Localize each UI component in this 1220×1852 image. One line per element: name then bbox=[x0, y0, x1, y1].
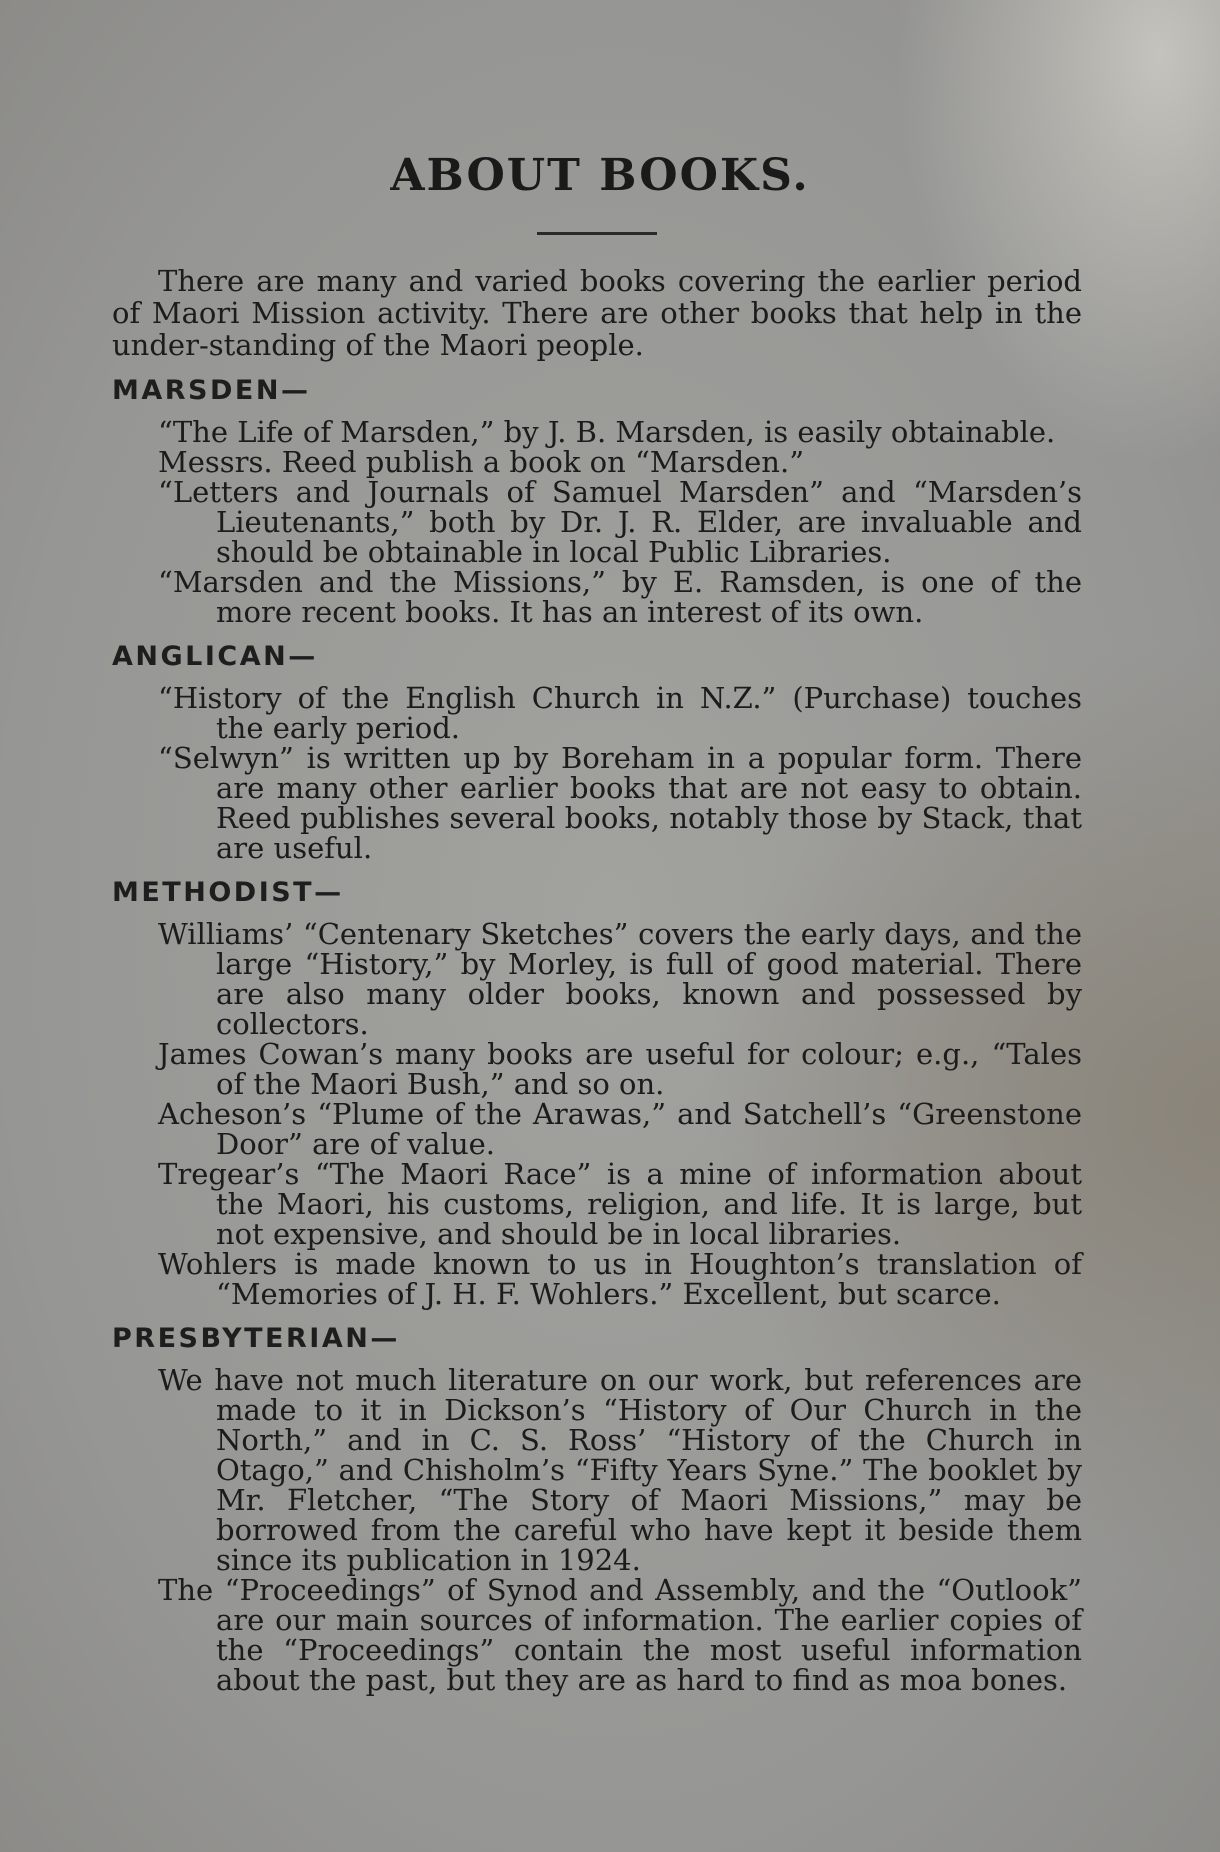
book-entry: Tregear’s “The Maori Race” is a mine of information about the Maori, his customs, religion, and life. It is large, but not expensive, and should be in local libraries. bbox=[158, 1157, 1082, 1251]
section-methodist bbox=[112, 873, 1082, 1309]
page-title: ABOUT BOOKS. bbox=[390, 150, 810, 201]
book-entry: Williams’ “Centenary Sketches” covers the early days, and the large “History,” by Morley, is full of good material. There are also many older books, known and possessed by collectors. bbox=[158, 917, 1082, 1041]
section-marsden bbox=[112, 371, 1082, 627]
book-entry: Acheson’s “Plume of the Arawas,” and Satchell’s “Greenstone Door” are of value. bbox=[158, 1097, 1082, 1161]
book-entry: “The Life of Marsden,” by J. B. Marsden, is easily obtainable. bbox=[158, 415, 1056, 449]
section-heading: MARSDEN— bbox=[112, 375, 311, 406]
book-entry: “Selwyn” is written up by Boreham in a popular form. There are many other earlier books that are not easy to obtain. Reed publishes several books, notably those by Stack, that are useful. bbox=[158, 741, 1082, 865]
intro-paragraph bbox=[112, 265, 1082, 361]
intro-text: There are many and varied books covering the earlier period of Maori Mission activity. There are other books that help in the under-standing of the Maori people. bbox=[112, 264, 1082, 362]
section-presbyterian bbox=[112, 1319, 1082, 1695]
section-anglican bbox=[112, 637, 1082, 863]
book-entry: James Cowan’s many books are useful for colour; e.g., “Tales of the Maori Bush,” and so on. bbox=[158, 1037, 1082, 1101]
title-divider bbox=[537, 232, 657, 235]
body-text bbox=[112, 265, 1082, 1695]
section-heading: METHODIST— bbox=[112, 877, 344, 908]
book-entry: We have not much literature on our work, but references are made to it in Dickson’s “History of Our Church in the North,” and in C. S. Ross’ “History of the Church in Otago,” and Chisholm’s “Fifty Years Syne.” The booklet by Mr. Fletcher, “The Story of Maori Missions,” may be borrowed from the careful who have kept it beside them since its publication in 1924. bbox=[158, 1363, 1082, 1577]
book-entry: “Letters and Journals of Samuel Marsden” and “Marsden’s Lieutenants,” both by Dr. J. R. Elder, are invaluable and should be obtainable in local Public Libraries. bbox=[158, 475, 1082, 569]
book-entry: “History of the English Church in N.Z.” (Purchase) touches the early period. bbox=[158, 681, 1082, 745]
book-entry: “Marsden and the Missions,” by E. Ramsden, is one of the more recent books. It has an interest of its own. bbox=[158, 565, 1082, 629]
book-entry: Wohlers is made known to us in Houghton’s translation of “Memories of J. H. F. Wohlers.” Excellent, but scarce. bbox=[158, 1247, 1082, 1311]
book-entry: The “Proceedings” of Synod and Assembly, and the “Outlook” are our main sources of information. The earlier copies of the “Proceedings” contain the most useful information about the past, but they are as hard to find as moa bones. bbox=[158, 1573, 1082, 1697]
section-heading: ANGLICAN— bbox=[112, 641, 318, 672]
section-heading: PRESBYTERIAN— bbox=[112, 1323, 400, 1354]
book-entry: Messrs. Reed publish a book on “Marsden.” bbox=[158, 445, 805, 479]
